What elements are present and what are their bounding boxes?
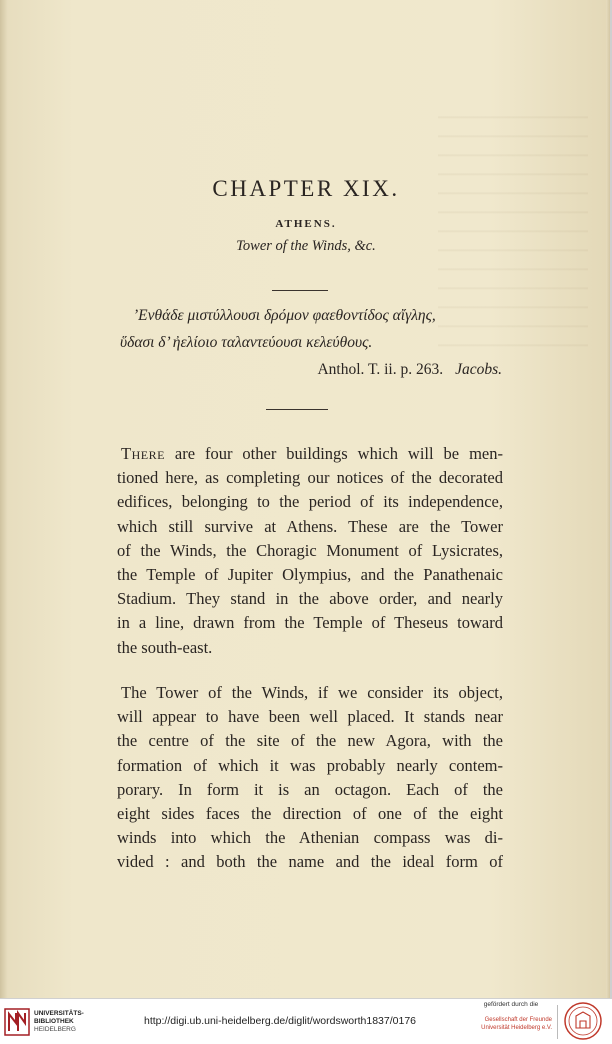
library-name[interactable]: UNIVERSITÄTS- BIBLIOTHEK HEIDELBERG (34, 1010, 84, 1033)
citation-author: Jacobs. (455, 361, 502, 378)
chapter-title: CHAPTER XIX. (212, 176, 400, 201)
paragraph-line: in a line, drawn from the Temple of Theseus toward (117, 613, 503, 633)
paragraph-line: will appear to have been well placed. It stands near (117, 707, 503, 727)
paragraph-line: winds into which the Athenian compass was di- (117, 828, 503, 848)
paragraph-line: vided : and both the name and the ideal form of (117, 852, 503, 872)
paragraph-line: edifices, belonging to the period of its independence, (117, 492, 503, 512)
paragraph-line: which still survive at Athens. These are the Tower (117, 516, 503, 536)
chapter-subtitle: Tower of the Winds, &c. (236, 238, 376, 254)
paragraph-line: the centre of the site of the new Agora, with the (117, 731, 503, 751)
paragraph-line: The Tower of the Winds, if we consider its object, (121, 683, 503, 702)
page-left-edge (0, 0, 8, 998)
epigraph-citation (317, 361, 502, 379)
paragraph-line: There are four other buildings which will be men- (121, 444, 503, 463)
paragraph-line: of the Winds, the Choragic Monument of Lysicrates, (117, 540, 503, 560)
lead-word: There (121, 444, 165, 463)
permalink-url[interactable]: http://digi.ub.uni-heidelberg.de/diglit/wordsworth1837/0176 (144, 1015, 417, 1027)
divider-rule-top (272, 290, 328, 291)
chapter-subject: ATHENS. (275, 218, 337, 230)
epigraph-line-2: ὕδασι δ’ ἠελίοιο ταλαντεύουσι κελεύθους. (120, 334, 373, 351)
sponsor-name[interactable]: Gesellschaft der Freunde Universität Heidelberg e.V. (481, 1017, 552, 1031)
divider-rule-bottom (266, 409, 328, 410)
bleed-through-text (438, 100, 588, 360)
university-library-logo-icon[interactable] (4, 1007, 30, 1037)
paragraph-line: eight sides faces the direction of one of the eight (117, 803, 503, 823)
citation-source: Anthol. T. ii. p. 263. (317, 361, 444, 378)
paragraph-line: the Temple of Jupiter Olympius, and the Panathenaic (117, 564, 503, 584)
funded-by-label: gefördert durch die (483, 1001, 539, 1008)
paragraph-1 (117, 442, 503, 660)
paragraph-line: tioned here, as completing our notices of the decorated (117, 468, 503, 488)
footer-divider (557, 1005, 558, 1039)
paragraph-line: formation of which it was probably nearly contem- (117, 755, 503, 775)
paragraph-line: the south-east. (117, 637, 213, 657)
paragraph-line: Stadium. They stand in the above order, and nearly (117, 589, 503, 609)
paragraph-line: porary. In form it is an octagon. Each of the (117, 779, 503, 799)
footer-bar (0, 998, 612, 1044)
paragraph-2 (117, 681, 503, 875)
university-seal-icon[interactable] (563, 1001, 603, 1041)
epigraph-line-1: ’Ενθάδε μιστύλλουσι δρόμον φαεθοντίδος αἴγλης, (133, 307, 436, 324)
